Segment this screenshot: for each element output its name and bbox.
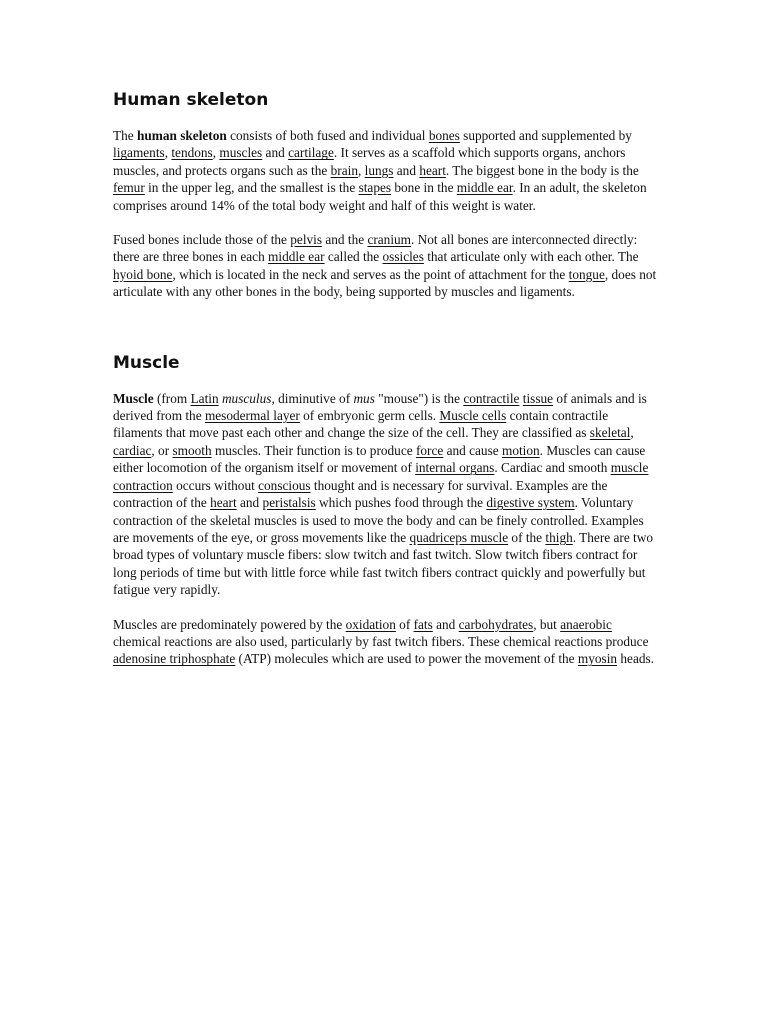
wiki-link[interactable]: anaerobic (560, 616, 612, 632)
paragraph (113, 127, 658, 214)
text-run: , but (533, 616, 561, 632)
section-heading: Human skeleton (113, 90, 269, 110)
bold-term: Muscle (113, 390, 154, 406)
wiki-link[interactable]: thigh (545, 529, 573, 545)
wiki-link[interactable]: middle ear (268, 249, 325, 265)
text-run: , (212, 145, 220, 161)
text-run: , (357, 162, 365, 178)
paragraph (113, 616, 658, 668)
text-run: that articulate only with each other. The (423, 249, 639, 265)
text-run: . It serves as a scaffold which supports organs, anchors muscles, and protects organs such as the (113, 145, 626, 178)
wiki-link[interactable]: adenosine triphosphate (113, 651, 236, 667)
wiki-link[interactable]: mesodermal layer (204, 408, 300, 424)
wiki-link[interactable]: cartilage (288, 145, 334, 161)
wiki-link[interactable]: peristalsis (262, 495, 316, 511)
text-run: occurs without (172, 477, 259, 493)
wiki-link[interactable]: muscle contraction (113, 460, 649, 493)
text-run: . The biggest bone in the body is the (445, 162, 639, 178)
wiki-link[interactable]: motion (501, 442, 540, 458)
wiki-link[interactable]: heart (210, 495, 237, 511)
text-run: . There are two broad types of voluntary muscle fibers: slow twitch and fast twitch. Slow twitch fibers contract for long periods of time but with little force while fast twitch fibers contract quickly and powerfully but fatigue very rapidly. (113, 529, 653, 598)
text-run: Fused bones include those of the (113, 232, 291, 248)
text-run: and the (322, 232, 368, 248)
text-run: in the upper leg, and the smallest is the (144, 180, 359, 196)
text-run: The (113, 128, 137, 143)
document-page (113, 88, 658, 668)
paragraph (113, 390, 658, 599)
text-run: and (393, 162, 420, 178)
wiki-link[interactable]: ossicles (382, 249, 424, 265)
paragraph (113, 231, 658, 301)
wiki-link[interactable]: cranium (367, 232, 412, 248)
text-run: . Muscles can cause either locomotion of the organism itself or movement of (113, 442, 646, 476)
wiki-link[interactable]: internal organs (415, 460, 495, 476)
wiki-link[interactable]: ligaments (113, 145, 165, 161)
text-run: . Not all bones are interconnected directly: there are three bones in each (113, 232, 638, 265)
wiki-link[interactable]: heart (419, 162, 446, 178)
wiki-link[interactable]: tongue (568, 266, 605, 282)
text-run: . In an adult, the skeleton comprises around 14% of the total body weight and half of this weight is water. (113, 180, 647, 213)
wiki-link[interactable]: lungs (364, 162, 394, 178)
wiki-link[interactable]: conscious (258, 477, 311, 493)
text-run: contain contractile filaments that move past each other and change the size of the cell. They are classified as (113, 408, 609, 441)
text-run: thought and is necessary for survival. Examples are the contraction of the (113, 477, 608, 511)
section-muscle (113, 351, 658, 668)
text-run: of embryonic germ cells. (299, 408, 440, 424)
text-run: . Voluntary contraction of the skeletal muscles is used to move the body and can be finely controlled. Examples are movements of the eye, or gross movements like the (113, 495, 644, 545)
wiki-link[interactable]: Latin (190, 390, 219, 406)
wiki-link[interactable]: carbohydrates (458, 616, 534, 632)
text-run: , diminutive of (271, 390, 354, 406)
text-run: of the (508, 529, 546, 545)
text-run: chemical reactions are also used, particularly by fast twitch fibers. These chemical reactions produce (113, 633, 649, 649)
wiki-link[interactable]: tissue (522, 390, 554, 406)
wiki-link[interactable]: contractile (463, 390, 520, 406)
text-run: "mouse") is the (374, 390, 464, 406)
wiki-link[interactable]: brain (330, 162, 358, 178)
wiki-link[interactable]: myosin (577, 651, 618, 667)
text-run: and cause (443, 442, 502, 458)
wiki-link[interactable]: tendons (171, 145, 213, 161)
text-run: (ATP) molecules which are used to power the movement of the (235, 651, 578, 667)
text-run: and (236, 495, 263, 511)
text-run: heads. (617, 651, 655, 667)
wiki-link[interactable]: skeletal (589, 425, 631, 441)
text-run: Muscles are predominately powered by the (113, 616, 346, 632)
wiki-link[interactable]: stapes (358, 180, 392, 196)
italic-term: mus (353, 390, 375, 406)
text-run: , does not articulate with any other bones in the body, being supported by muscles and ligaments. (113, 266, 657, 300)
wiki-link[interactable]: pelvis (290, 232, 323, 248)
bold-term: human skeleton (137, 128, 227, 143)
text-run: consists of both fused and individual (226, 128, 429, 143)
text-run: , which is located in the neck and serves as the point of attachment for the (172, 266, 569, 282)
wiki-link[interactable]: bones (428, 128, 460, 143)
italic-term: musculus (221, 390, 272, 406)
wiki-link[interactable]: digestive system (486, 495, 575, 511)
text-run: supported and supplemented by (459, 128, 632, 143)
wiki-link[interactable]: Muscle cells (439, 408, 507, 424)
section-human-skeleton (113, 88, 658, 301)
text-run: bone in the (391, 180, 457, 196)
wiki-link[interactable]: smooth (172, 442, 212, 458)
text-run: of animals and is derived from the (113, 390, 647, 424)
wiki-link[interactable]: fats (413, 616, 433, 632)
wiki-link[interactable]: force (415, 442, 444, 458)
text-run: and (262, 145, 289, 161)
text-run: called the (324, 249, 383, 265)
text-run: (from (153, 390, 191, 406)
wiki-link[interactable]: femur (113, 180, 145, 196)
wiki-link[interactable]: middle ear (456, 180, 513, 196)
text-run: and (432, 616, 459, 632)
wiki-link[interactable]: quadriceps muscle (409, 529, 509, 545)
wiki-link[interactable]: oxidation (345, 616, 396, 632)
wiki-link[interactable]: cardiac (113, 442, 152, 458)
text-run: , (164, 145, 172, 161)
section-heading: Muscle (113, 352, 180, 373)
text-run: which pushes food through the (315, 495, 487, 511)
text-run: of (395, 616, 414, 632)
text-run: , or (151, 442, 173, 458)
text-run: muscles. Their function is to produce (211, 442, 416, 458)
wiki-link[interactable]: muscles (219, 145, 263, 161)
wiki-link[interactable]: hyoid bone (113, 266, 173, 282)
text-run: . Cardiac and smooth (494, 460, 611, 476)
text-run: , (630, 425, 634, 441)
